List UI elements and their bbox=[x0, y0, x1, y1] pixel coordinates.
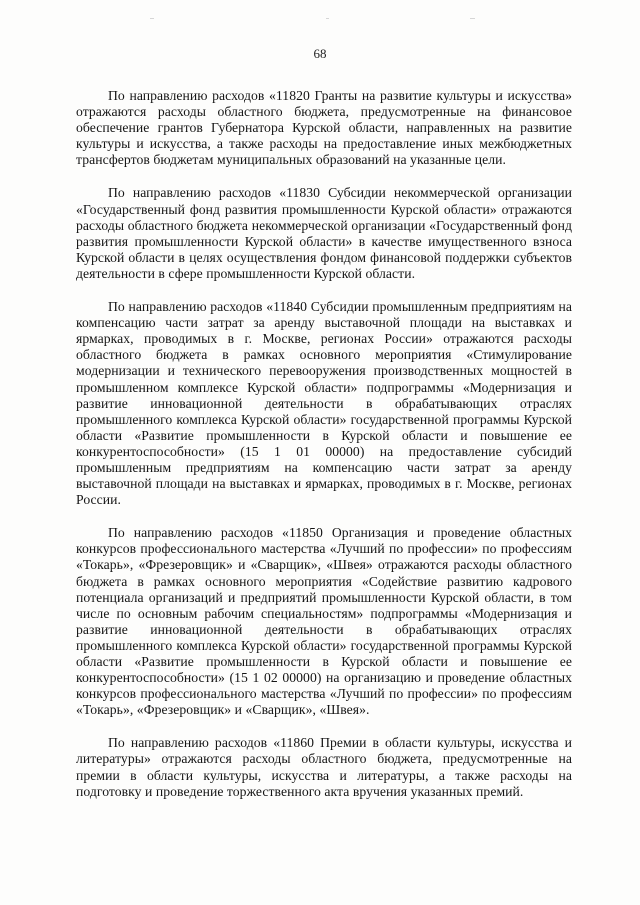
scan-edge-mark bbox=[150, 18, 154, 19]
paragraph-11840-subsidies-exhibitions: По направлению расходов «11840 Субсидии промышленным предприятиям на компенсацию части затрат за аренду выставочной площади на выставках и ярмарках, проводимых в г. Москве, регионах России» отражаются расходы областного бюджета в рамках основного мероприятия «Стимулирование модернизации и технического перевооружения производственных мощностей в промышленном комплексе Курской области» подпрограммы «Модернизация и развитие инновационной деятельности в обрабатывающих отраслях промышленного комплекса Курской области» государственной программы Курской области «Развитие промышленности в Курской области и повышение ее конкурентоспособности» (15 1 01 00000) на предоставление субсидий промышленным предприятиям на компенсацию части затрат за аренду выставочной площади на выставках и ярмарках, проводимых в г. Москве, регионах России. bbox=[76, 299, 572, 508]
scan-edge-mark bbox=[326, 18, 329, 19]
scan-edge-mark bbox=[470, 18, 475, 19]
document-body bbox=[76, 88, 572, 800]
paragraph-11830-subsidies-fund: По направлению расходов «11830 Субсидии некоммерческой организации «Государственный фонд развития промышленности Курской области» отражаются расходы областного бюджета некоммерческой организации «Государственный фонд развития промышленности Курской области» в качестве имущественного взноса Курской области в целях осуществления фондом финансовой поддержки субъектов деятельности в сфере промышленности Курской области. bbox=[76, 185, 572, 281]
paragraph-11850-competitions: По направлению расходов «11850 Организация и проведение областных конкурсов профессионального мастерства «Лучший по профессии» по профессиям «Токарь», «Фрезеровщик» и «Сварщик», «Швея» отражаются расходы областного бюджета в рамках основного мероприятия «Содействие развитию кадрового потенциала организаций и предприятий промышленности Курской области, в том числе по основным рабочим специальностям» подпрограммы «Модернизация и развитие инновационной деятельности в обрабатывающих отраслях промышленного комплекса Курской области» государственной программы Курской области «Развитие промышленности в Курской области и повышение ее конкурентоспособности» (15 1 02 00000) на организацию и проведение областных конкурсов профессионального мастерства «Лучший по профессии» по профессиям «Токарь», «Фрезеровщик» и «Сварщик», «Швея». bbox=[76, 525, 572, 718]
page-number: 68 bbox=[313, 46, 327, 61]
paragraph-11820-grants: По направлению расходов «11820 Гранты на развитие культуры и искусства» отражаются расходы областного бюджета, предусмотренные на финансовое обеспечение грантов Губернатора Курской области, направленных на развитие культуры и искусства, а также расходы на предоставление иных межбюджетных трансфертов бюджетам муниципальных образований на указанные цели. bbox=[76, 88, 572, 168]
paragraph-11860-prizes: По направлению расходов «11860 Премии в области культуры, искусства и литературы» отражаются расходы областного бюджета, предусмотренные на премии в области культуры, искусства и литературы, а также расходы на подготовку и проведение торжественного акта вручения указанных премий. bbox=[76, 735, 572, 799]
